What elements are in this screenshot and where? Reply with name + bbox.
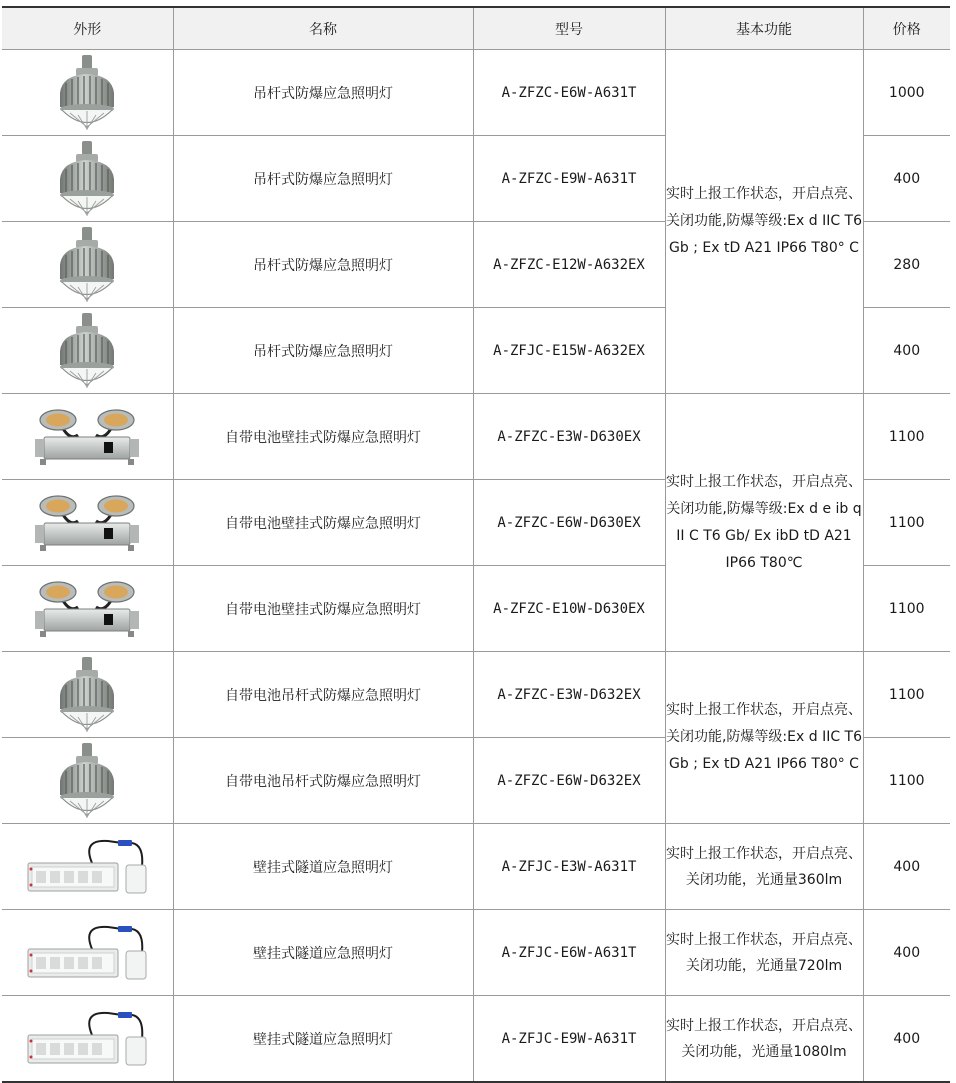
product-image [2,50,173,136]
product-model: A-ZFZC-E12W-A632EX [473,222,665,308]
table-row [2,824,950,910]
product-image [2,136,173,222]
product-price: 1100 [863,480,950,566]
twin-spot-wall-lamp-icon [32,493,142,553]
product-price: 1000 [863,50,950,136]
product-image [2,394,173,480]
product-price: 280 [863,222,950,308]
product-price: 400 [863,308,950,394]
product-name: 吊杆式防爆应急照明灯 [173,50,473,136]
product-model: A-ZFJC-E3W-A631T [473,824,665,910]
product-image [2,308,173,394]
table-row [2,50,950,136]
product-price: 400 [863,136,950,222]
function-description: 实时上报工作状态，开启点亮、关闭功能,防爆等级:Ex d IIC T6 Gb ; Ex tD A21 IP66 T80° C [665,50,863,394]
pendant-lamp-icon [52,311,122,391]
product-image [2,996,173,1083]
product-table [2,6,950,1083]
product-name: 吊杆式防爆应急照明灯 [173,308,473,394]
product-image [2,566,173,652]
pendant-lamp-icon [52,741,122,821]
product-name: 自带电池吊杆式防爆应急照明灯 [173,652,473,738]
product-model: A-ZFZC-E6W-D630EX [473,480,665,566]
tunnel-lamp-icon [22,1009,152,1069]
product-price: 400 [863,910,950,996]
pendant-lamp-icon [52,139,122,219]
product-name: 吊杆式防爆应急照明灯 [173,222,473,308]
product-model: A-ZFZC-E6W-A631T [473,50,665,136]
pendant-lamp-icon [52,225,122,305]
function-description: 实时上报工作状态，开启点亮、关闭功能,防爆等级:Ex d IIC T6 Gb ; Ex tD A21 IP66 T80° C [665,652,863,824]
product-price: 400 [863,824,950,910]
product-model: A-ZFZC-E6W-D632EX [473,738,665,824]
product-price: 1100 [863,566,950,652]
product-model: A-ZFZC-E9W-A631T [473,136,665,222]
product-image [2,480,173,566]
product-image [2,652,173,738]
product-image [2,738,173,824]
function-description: 实时上报工作状态，开启点亮、关闭功能，光通量360lm [665,824,863,910]
pendant-lamp-icon [52,655,122,735]
function-description: 实时上报工作状态，开启点亮、关闭功能,防爆等级:Ex d e ib q II C T6 Gb/ Ex ibD tD A21 IP66 T80℃ [665,394,863,652]
header-function: 基本功能 [665,7,863,50]
table-row [2,996,950,1083]
tunnel-lamp-icon [22,923,152,983]
product-price: 1100 [863,738,950,824]
product-model: A-ZFJC-E15W-A632EX [473,308,665,394]
product-name: 自带电池壁挂式防爆应急照明灯 [173,394,473,480]
product-name: 自带电池吊杆式防爆应急照明灯 [173,738,473,824]
product-price: 400 [863,996,950,1083]
product-model: A-ZFZC-E3W-D630EX [473,394,665,480]
product-model: A-ZFJC-E9W-A631T [473,996,665,1083]
product-image [2,910,173,996]
twin-spot-wall-lamp-icon [32,579,142,639]
header-model: 型号 [473,7,665,50]
product-price: 1100 [863,394,950,480]
function-description: 实时上报工作状态，开启点亮、关闭功能，光通量720lm [665,910,863,996]
table-row [2,394,950,480]
function-description: 实时上报工作状态，开启点亮、关闭功能，光通量1080lm [665,996,863,1083]
twin-spot-wall-lamp-icon [32,407,142,467]
product-price: 1100 [863,652,950,738]
product-name: 自带电池壁挂式防爆应急照明灯 [173,566,473,652]
header-price: 价格 [863,7,950,50]
table-row [2,652,950,738]
product-name: 壁挂式隧道应急照明灯 [173,910,473,996]
tunnel-lamp-icon [22,837,152,897]
product-image [2,222,173,308]
product-model: A-ZFJC-E6W-A631T [473,910,665,996]
header-row [2,7,950,50]
product-name: 自带电池壁挂式防爆应急照明灯 [173,480,473,566]
product-name: 壁挂式隧道应急照明灯 [173,996,473,1083]
pendant-lamp-icon [52,53,122,133]
product-model: A-ZFZC-E10W-D630EX [473,566,665,652]
table-row [2,910,950,996]
product-model: A-ZFZC-E3W-D632EX [473,652,665,738]
product-name: 壁挂式隧道应急照明灯 [173,824,473,910]
header-name: 名称 [173,7,473,50]
header-shape: 外形 [2,7,173,50]
product-name: 吊杆式防爆应急照明灯 [173,136,473,222]
product-image [2,824,173,910]
